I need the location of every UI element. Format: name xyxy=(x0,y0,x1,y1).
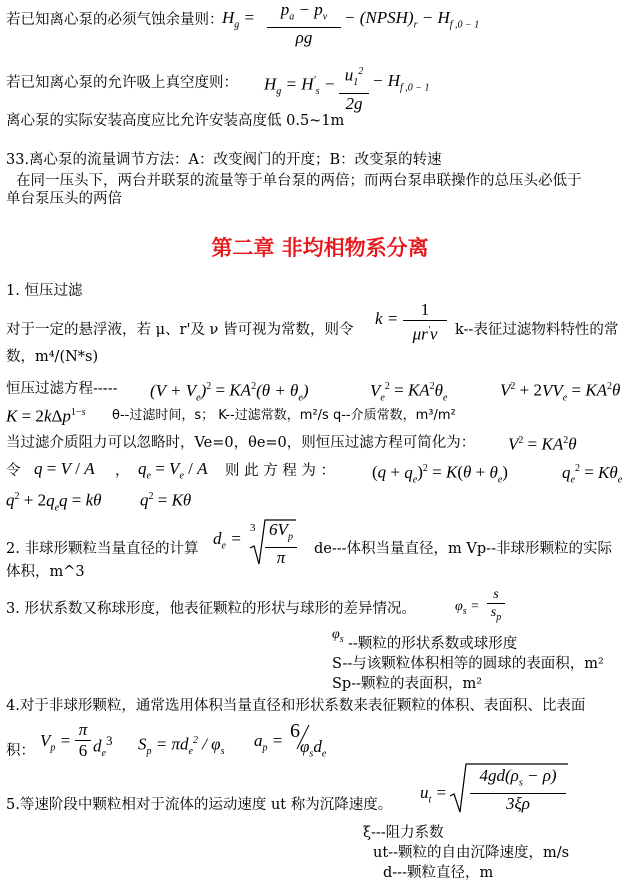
formula-qe: $q_e = V_e / A$ xyxy=(138,459,208,482)
text-line: 2. 非球形颗粒当量直径的计算 xyxy=(6,541,199,557)
formula-ap-num: 6 xyxy=(290,720,300,742)
formula-qe2: $q_e^2 = K\theta_e$ xyxy=(562,462,623,486)
text-line: 单台泵压头的两倍 xyxy=(6,191,122,207)
formula-phi: $\varphi_s$ = xyxy=(455,599,480,617)
formula-ap: $a_p$ = xyxy=(254,731,284,754)
text-line: --颗粒的形状系数或球形度 xyxy=(348,636,518,652)
formula-simplified: $V^2 = KA^2\theta$ xyxy=(508,434,577,454)
text-line: 数，m⁴/(N*s) xyxy=(6,349,99,365)
formula-q: q = V / A xyxy=(34,459,95,478)
page: 若已知离心泵的必须气蚀余量则： $H_g$ = $p_a - p_v$ ρg − $(NPSH)_r - H_{f ,0 - 1}$ 若已知离心泵的允许吸上真空度则： $H_g = H'_s$ − $u_1^2$ 2g − $H_{f ,0 - 1}$ 离心泵的实际安装高度应比允许安装高度低 0.5~1m 33.离心泵的流量调节方法：A：改变阀门的开度；B：改变泵的转速 在同一压头下，两台并联泵的流量等于单台泵的两倍；而两台泵串联操作的总压头必低于 单台泵压头的两倍 第二章 非均相物系分离 1. 恒压过滤 对于一定的悬浮液，若 μ、r'及 ν 皆可视为常数，则令 k = 1 μr'ν k--表征过滤物料特性的常 数，m⁴/(N*s) 恒压过滤方程----- $(V + V_e)^2 = KA^2(\theta + \theta_e)$ $V_e^2 = KA^2\theta_e$ $V^2 + 2VV_e = KA^2\theta$ K = 2kΔp$^{1-s}$ θ--过滤时间，s； K--过滤常数，m²/s q--介质常数，m³/m² 当过滤介质阻力可以忽略时，Ve=0，θe=0，则恒压过滤方程可简化为： $V^2 = KA^2\theta$ 令 q = V / A ， $q_e = V_e / A$ 则 此 方 程 为 ： $(q + q_e)^2 = K(\theta + \theta_e)$ $q_e^2 = K\theta_e$ $q^2 + 2q_eq = k\theta$ $q^2 = K\theta$ 2. 非球形颗粒当量直径的计算 $d_e$ = 3 $6V_p$ π de---体积当量直径，m Vp--非球形颗粒的实际 体积，m^3 3. 形状系数又称球形度，他表征颗粒的形状与球形的差异情况。 $\varphi_s$ = s $s_p$ $\varphi_s$ --颗粒的形状系数或球形度 S--与该颗粒体积相等的圆球的表面积，m² Sp--颗粒的表面积，m² 4.对于非球形颗粒，通常选用体积当量直径和形状系数来表征颗粒的体积、表面积、比表面 积： $V_p$ = π 6 $d_e^3$ $S_p = \pi d_e^2 / \varphi_s$ $a_p$ = 6 $\varphi_sd_e$ 5.等速阶段中颗粒相对于流体的运动速度 ut 称为沉降速度。 $u_t$ = $4gd(\rho_s - \rho)$ 3ξρ ξ---阻力系数 ut--颗粒的自由沉降速度，m/s d---颗粒直径，m xyxy=(0,0,640,884)
formula-ut: $u_t$ = xyxy=(420,783,448,806)
formula-ap-den: $\varphi_sd_e$ xyxy=(300,737,327,760)
formula-filtration-ve: $V_e^2 = KA^2\theta_e$ xyxy=(370,380,448,404)
text-line: 在同一压头下，两台并联泵的流量等于单台泵的两倍；而两台泵串联操作的总压头必低于 xyxy=(16,173,582,189)
text-line: ξ---阻力系数 xyxy=(363,825,444,841)
section-heading: 1. 恒压过滤 xyxy=(6,283,83,299)
text-line: 33.离心泵的流量调节方法：A：改变阀门的开度；B：改变泵的转速 xyxy=(6,152,442,168)
text-line: Sp--颗粒的表面积，m² xyxy=(332,676,483,692)
formula-q-k: $q^2 + 2q_eq = k\theta$ xyxy=(6,490,102,514)
cube-root-index: 3 xyxy=(250,522,256,534)
fraction: π 6 xyxy=(75,720,91,761)
formula-sp: $S_p = \pi d_e^2 / \varphi_s$ xyxy=(138,734,225,758)
text-line: 体积，m^3 xyxy=(6,564,85,580)
text-line: 3. 形状系数又称球形度，他表征颗粒的形状与球形的差异情况。 xyxy=(6,601,416,617)
fraction: $4gd(\rho_s - \rho)$ 3ξρ xyxy=(470,766,566,814)
text-line: 若已知离心泵的允许吸上真空度则： xyxy=(6,75,238,91)
fraction: $p_a - p_v$ ρg xyxy=(267,0,341,48)
formula-de: $d_e$ = xyxy=(213,529,242,552)
formula-vp: $V_p$ = xyxy=(40,731,72,754)
text-line: 积： xyxy=(6,743,35,759)
chapter-title: 第二章 非均相物系分离 xyxy=(211,236,429,260)
text-line: d---颗粒直径，m xyxy=(383,865,494,881)
formula-vacuum: $H_g = H'_s$ − xyxy=(264,74,336,98)
text-line: ut--颗粒的自由沉降速度，m/s xyxy=(373,845,570,861)
text-line: θ--过滤时间，s； K--过滤常数，m²/s q--介质常数，m³/m² xyxy=(112,408,456,423)
text-line: 则 此 方 程 为 ： xyxy=(225,463,336,479)
formula-tail: − $(NPSH)_r - H_{f ,0 - 1}$ xyxy=(344,8,480,31)
text-line: 5.等速阶段中颗粒相对于流体的运动速度 ut 称为沉降速度。 xyxy=(6,797,393,813)
text-line: k--表征过滤物料特性的常 xyxy=(455,322,619,338)
fraction: s $s_p$ xyxy=(487,586,505,626)
text-line: S--与该颗粒体积相等的圆球的表面积，m² xyxy=(332,656,604,672)
text-line: 若已知离心泵的必须气蚀余量则： xyxy=(6,12,224,28)
text-line: 对于一定的悬浮液，若 μ、r'及 ν 皆可视为常数，则令 xyxy=(6,322,354,338)
formula-k: k = xyxy=(375,309,399,328)
fraction: $u_1^2$ 2g xyxy=(339,62,369,114)
phi-symbol: $\varphi_s$ xyxy=(332,627,344,645)
text-line: 当过滤介质阻力可以忽略时，Ve=0，θe=0，则恒压过滤方程可简化为： xyxy=(6,435,476,451)
text-line: 恒压过滤方程----- xyxy=(6,381,118,397)
formula-vp-tail: $d_e^3$ xyxy=(93,733,113,760)
text-line: 令 xyxy=(6,463,21,479)
formula-q-K: $q^2 = K\theta$ xyxy=(140,490,192,510)
text-line: 4.对于非球形颗粒，通常选用体积当量直径和形状系数来表征颗粒的体积、表面积、比表面 xyxy=(6,698,586,714)
text-line: 离心泵的实际安装高度应比允许安装高度低 0.5~1m xyxy=(6,113,345,129)
fraction: 1 μr'ν xyxy=(403,300,447,345)
formula-filtration: $(V + V_e)^2 = KA^2(\theta + \theta_e)$ xyxy=(150,380,309,404)
fraction: $6V_p$ π xyxy=(265,520,297,568)
formula-K: K = 2kΔp$^{1-s}$ xyxy=(6,406,86,426)
text-line: ， xyxy=(115,463,130,479)
formula-q-filtration: $(q + q_e)^2 = K(\theta + \theta_e)$ xyxy=(372,462,508,486)
formula-tail: − $H_{f ,0 - 1}$ xyxy=(372,71,430,94)
text-line: de---体积当量直径，m Vp--非球形颗粒的实际 xyxy=(314,541,612,557)
formula-filtration-v: $V^2 + 2VV_e = KA^2\theta$ xyxy=(500,380,621,404)
